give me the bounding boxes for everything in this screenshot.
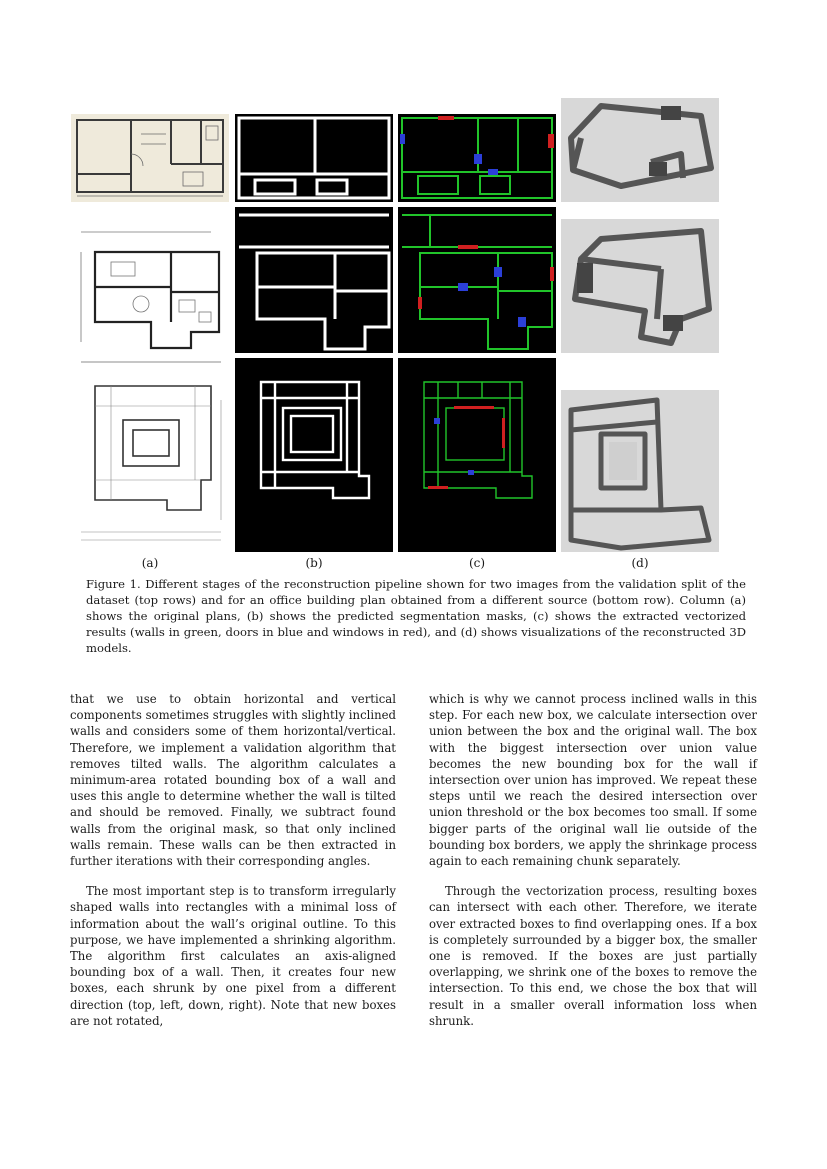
office-plan-drawing-image [71, 360, 229, 552]
vectorized-result-image [398, 358, 556, 552]
body-column-right [429, 691, 757, 1029]
sublabel-d: (d) [631, 556, 649, 570]
panel-b2-segmentation-mask [235, 207, 393, 353]
segmentation-mask-image [235, 207, 393, 353]
vectorized-result-image [398, 207, 556, 353]
paragraph: which is why we cannot process inclined walls in this step. For each new box, we calculate intersection over union between the box and the original wall. The box with the biggest intersection over union value becomes the new bounding box for the wall if intersection over union has improved. We repeat these steps until we reach the desired intersection over union threshold or the box becomes too small. If some bigger parts of the original wall lie outside of the bounding box borders, we apply the shrinkage process again to each remaining chunk separately. [429, 692, 757, 869]
floorplan-drawing-image [71, 212, 229, 352]
figure-caption: Figure 1. Different stages of the reconstruction pipeline shown for two images from the validation split of the dataset (top rows) and for an office building plan obtained from a different source (bottom row). Column (a) shows the original plans, (b) shows the predicted segmentation masks, (c) shows the extracted vectorized results (walls in green, doors in blue and windows in red), and (d) shows visualizations of the reconstructed 3D models. [86, 577, 746, 655]
segmentation-mask-image [235, 114, 393, 202]
3d-model-render-image [561, 98, 719, 202]
panel-b1-segmentation-mask [235, 114, 393, 202]
panel-c1-vectorized [398, 114, 556, 202]
vectorized-result-image [398, 114, 556, 202]
panel-d3-3d-model [561, 390, 719, 552]
panel-d1-3d-model [561, 98, 719, 202]
3d-model-render-image [561, 390, 719, 552]
panel-a1-original-plan [71, 114, 229, 202]
sublabel-c: (c) [468, 556, 486, 570]
sublabel-a: (a) [141, 556, 159, 570]
panel-c3-vectorized [398, 358, 556, 552]
paragraph: Through the vectorization process, resulting boxes can intersect with each other. Therefore, we iterate over extracted boxes to find overlapping ones. If a box is completely surrounded by a bigger box, the smaller one is removed. If the boxes are just partially overlapping, we shrink one of the boxes to remove the intersection. To this end, we chose the box that will result in a smaller overall information loss when shrunk. [429, 884, 757, 1028]
panel-c2-vectorized [398, 207, 556, 353]
panel-a2-original-plan [71, 212, 229, 352]
panel-d2-3d-model [561, 219, 719, 353]
paragraph: The most important step is to transform irregularly shaped walls into rectangles with a minimal loss of information about the wall’s original outline. To this purpose, we have implemented a shrinking algorithm. The algorithm first calculates an axis-aligned bounding box of a wall. Then, it creates four new boxes, each shrunk by one pixel from a different direction (top, left, down, right). Note that new boxes are not rotated, [70, 884, 396, 1028]
panel-a3-original-plan [71, 360, 229, 552]
sublabel-b: (b) [305, 556, 323, 570]
segmentation-mask-image [235, 358, 393, 552]
paragraph: that we use to obtain horizontal and vertical components sometimes struggles with slightly inclined walls and considers some of them horizontal/vertical. Therefore, we implement a validation algorithm that removes tilted walls. The algorithm calculates a minimum-area rotated bounding box of a wall and uses this angle to determine whether the wall is tilted and should be removed. Finally, we subtract found walls from the original mask, so that only inclined walls remain. These walls can be then extracted in further iterations with their corresponding angles. [70, 692, 397, 869]
panel-b3-segmentation-mask [235, 358, 393, 552]
3d-model-render-image [561, 219, 719, 353]
body-column-left [70, 691, 396, 1029]
floorplan-scan-image [71, 114, 229, 202]
